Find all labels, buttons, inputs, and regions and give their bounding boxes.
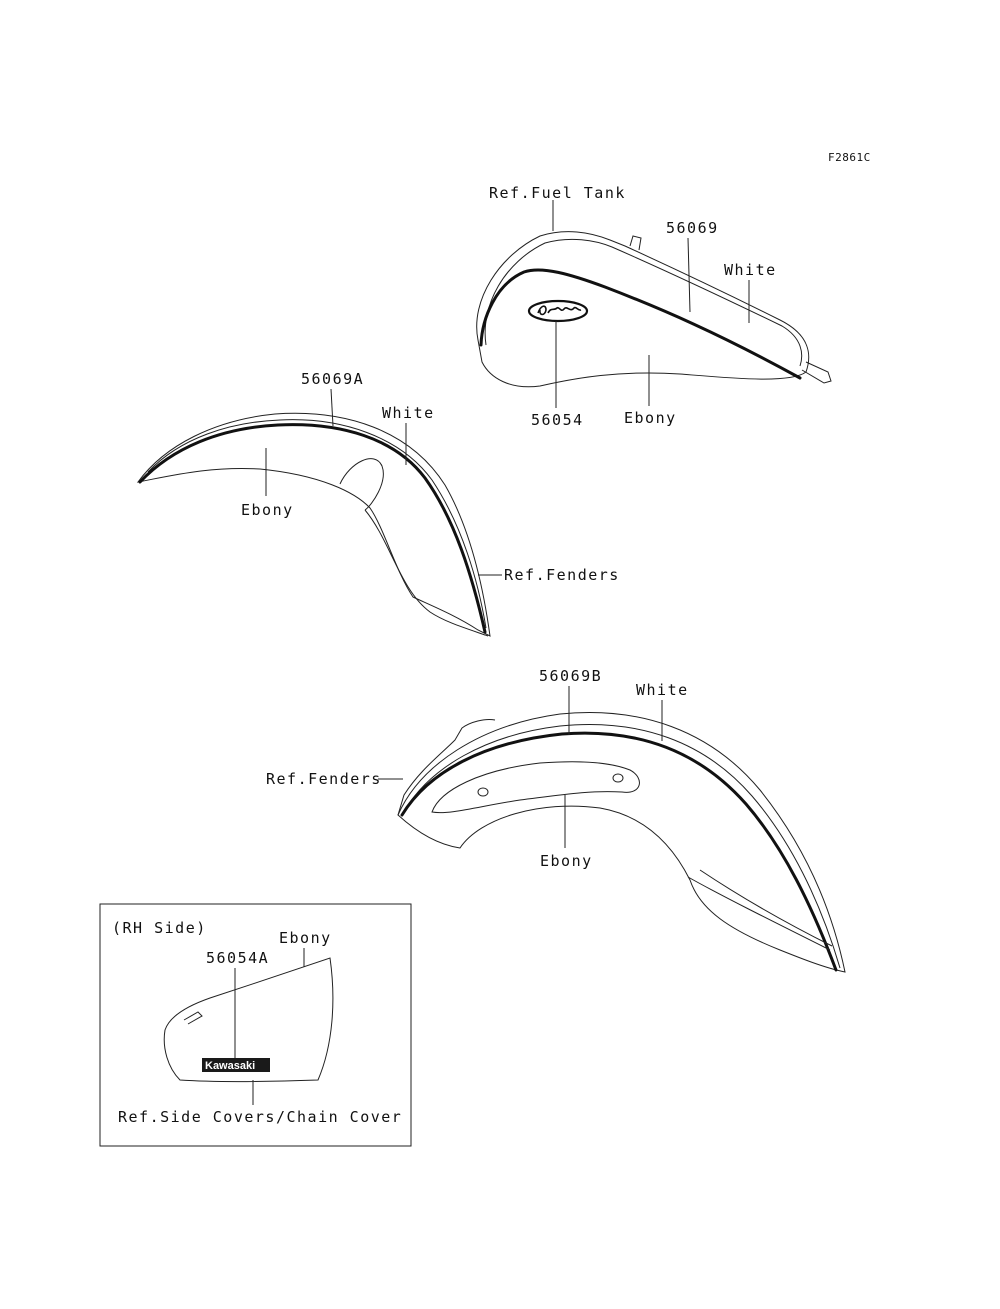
- rear-fender-stripe-part: 56069B: [539, 667, 603, 685]
- fuel-tank-group: [477, 184, 831, 429]
- side-cover-inset: [100, 904, 411, 1146]
- side-cover-emblem-part: 56054A: [206, 949, 270, 967]
- fuel-tank-stripe-part: 56069: [666, 219, 719, 237]
- fuel-tank-cap: [630, 236, 641, 250]
- front-fender-group: [138, 370, 620, 636]
- side-cover-body-color: Ebony: [279, 929, 332, 947]
- fuel-tank-ref-label: Ref.Fuel Tank: [489, 184, 626, 202]
- rear-fender-body-color: Ebony: [540, 852, 593, 870]
- front-fender-stripe-color: White: [382, 404, 435, 422]
- front-fender-ref-label: Ref.Fenders: [504, 566, 620, 584]
- front-fender-body-color: Ebony: [241, 501, 294, 519]
- rear-fender-stripe-color: White: [636, 681, 689, 699]
- figure-code: F2861C: [828, 151, 871, 164]
- fuel-tank-outline: [477, 232, 809, 387]
- front-fender-stripe-part: 56069A: [301, 370, 365, 388]
- fuel-tank-emblem: [529, 301, 587, 321]
- side-cover-ref-label: Ref.Side Covers/Chain Cover: [118, 1108, 403, 1126]
- rear-fender-group: [266, 667, 845, 972]
- rear-fender-ref-label: Ref.Fenders: [266, 770, 382, 788]
- fuel-tank-emblem-part: 56054: [531, 411, 584, 429]
- side-cover-side-label: (RH Side): [112, 919, 207, 937]
- fuel-tank-stripe-color: White: [724, 261, 777, 279]
- side-cover-kawasaki-text: Kawasaki: [205, 1060, 256, 1072]
- fuel-tank-body-color: Ebony: [624, 409, 677, 427]
- rear-fender-outline: [398, 713, 845, 972]
